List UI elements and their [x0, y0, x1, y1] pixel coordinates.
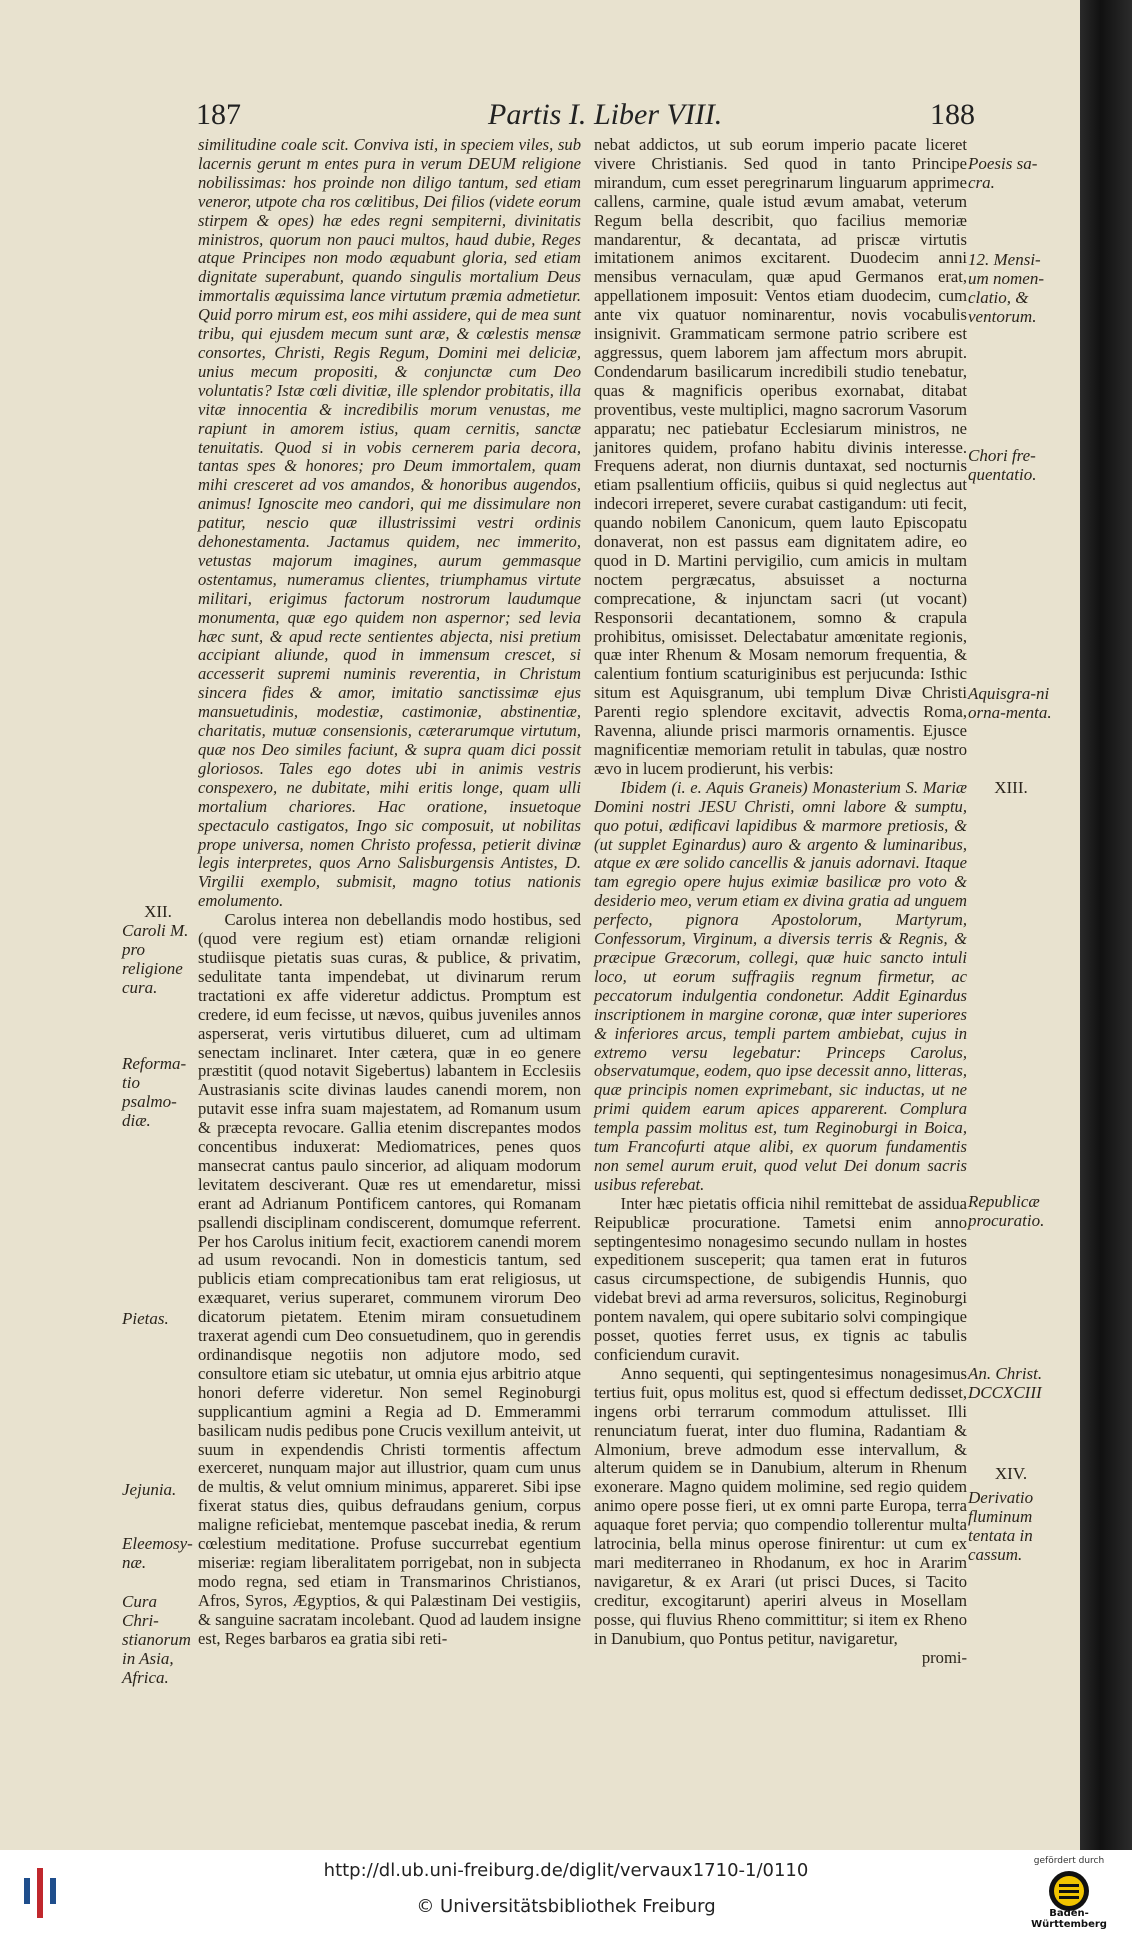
right-text-column — [594, 136, 967, 1667]
footer-bar — [0, 1850, 1132, 1934]
margin-derivatio: Derivatio fluminum tentata in cassum. — [968, 1488, 1034, 1564]
right-paragraph-4: Anno sequenti, qui septingentesimus nonagesimus tertius fuit, opus molitus est, quod si effectum dedisset, ingens orbi terrarum commodum attulisset. Illi renunciatum fuerat, inter duo flumina, Radantiam & Almonium, breve admodum esse intervallum, & alterum quidem se in Danubium, alterum in Rhenum exonerare. Magno quidem molimine, sed regio quidem animo opere posse fieri, ut ex omni parte Europa, terra aquaque foret pervia; quo compendio tollerentur multa latrocinia, bella minus operose finirentur: ut cum ex mari mediterraneo in Rhodanum, ex hoc in Ararim navigaretur, & ex Arari (ut prisci Duces, si Tacito creditur, excogitarunt) aperiri alveus in Mosellam posse, qui fluvius Rheno committitur; si item ex Rheno in Danubium, quo Pontus petitur, navigaretur, — [594, 1363, 967, 1648]
margin-pietas: Pietas. — [122, 1309, 169, 1328]
margin-eleemosynae: Eleemosy-næ. — [122, 1534, 193, 1572]
right-paragraph-1: nebat addictos, ut sub eorum imperio pacate liceret vivere Christianis. Sed quod in tanto Principe mirandum, cum esset peregrinarum linguarum apprime callens, carmine, quale istud ævum amabat, veterum Regum bella describit, quo facilius memoriæ mandarentur, & decantata, ad priscæ virtutis imitationem animos excitarent. Duodecim anni mensibus vernaculam, quæ apud Germanos erat, appellationem imposuit: Ventos etiam duodecim, cum ante vix quatuor nominarentur, novis vocabulis insignivit. Grammaticam sermone patrio scribere est aggressus, quem laborem jam affectum mors abrupit. Condendarum basilicarum incredibili studio tenebatur, quas & magnificis operibus exornabat, ditabat proventibus, veste multiplici, magno sacrorum Vasorum apparatu; nec patiebatur Ecclesiarum ministros, ne janitores quidem, profano habitu divinis interesse. Frequens aderat, non diurnis duntaxat, sed nocturnis etiam psallentium officiis, quibus si quid neglectus aut indecori irreperet, severe curabat castigandum: uti fecit, quando nobilem Canonicum, quem lauto Episcopatu donaverat, non est passus eam dignitatem adire, eo quod in D. Martini pervigilio, cum amicis in multam noctem pergræcatus, absuisset a nocturna comprecatione, & injunctam sacri (ut vocant) Responsorii decantationem, somno & crapula prohibitus, omisisset. Delectabatur amœnitate regionis, quæ inter Rhenum & Mosam nemorum frequentia, & calentium fontium scaturiginibus est perjucunda: Isthic situm est Aquisgranum, ubi templum Divæ Christi Parenti regio splendore excitavit, advectis Roma, Ravenna, aliunde prisci marmoris ornamentis. Ejusce magnificentiæ memoriam retulit in tabulas, quæ nostro ævo in lucem prodierunt, his verbis: — [594, 135, 967, 778]
margin-poesis: Poesis sa-cra. — [968, 154, 1038, 192]
margin-aquisgrani: Aquisgra-ni orna-menta. — [968, 684, 1052, 722]
carolus-paragraph: Carolus interea non debellandis modo hostibus, sed (quod vere regium est) etiam ornandæ religioni studiisque pietatis suas curas, & publice, & privatim, sedulitate tanta impendebat, ut divinarum rerum tractationi ex affe videretur addictus. Promptum est credere, id eum fecisse, ut nævos, quibus juveniles annos asperserat, veris virtutibus dilueret, cum ad ultimam senectam inclinaret. Inter cætera, quæ in eo genere præstitit (quod notavit Sigebertus) labantem in Ecclesiis Austrasianis scite divinas laudes canendi morem, non putavit esse infra suam majestatem, ad Romanum usum & præcepta revocare. Gallia etenim discrepantes modos concentibus induxerat: Mediomatrices, penes quos mansecrat cantus paulo sincerior, ad aliquam modorum levitatem desciverant. Quæ res ut emendaretur, missi erant ad Adrianum Pontificem cantores, qui Romanam psallendi disciplinam condiscerent, domumque referrent. Per hos Carolus initium fecit, exactiorem canendi morem ad usum revocandi. Non in domesticis tantum, sed publicis etiam comprecationibus tam erat religiosus, ut exæquaret, verius superaret, communem virorum Deo dicatorum pietatem. Etenim miram consuetudinem traxerat agendi cum Deo consuetudinem, quo in gerendis ordinandisque negotiis non adjutore modo, sed consultore etiam sic utebatur, ut omnia ejus arbitrio atque honori deferre videretur. Non semel Reginoburgi supplicantium agmini a Regia ad D. Emmerammi basilicam nudis pedibus pone Crucis vexillum anteivit, ut suum in expendendis Christi tormentis affectum exerceret, nunquam major aut illustrior, quam cum unus de multis, & velut omnium minimus, appareret. Sibi ipse fixerat status dies, quibus defraudans genium, corpus maligne reficiebat, mentemque pascebat inedia, & rerum cœlestium meditatione. Profuse succurrebat egentium miseriæ: regiam liberalitatem porrigebat, non in subjecta modo regna, sed etiam in Transmarinos Christianos, Afros, Syros, Ægyptios, & qui Palæstinam Dei vestigiis, & sanguine sacratam incolebant. Quod ad laudem insigne est, Reges barbaros ea gratia sibi reti- — [198, 910, 581, 1648]
left-text-column — [198, 136, 581, 1649]
right-paragraph-3: Inter hæc pietatis officia nihil remittebat de assidua Reipublicæ procuratione. Tametsi enim anno septingentesimo nonagesimo secundo nullam in hostes expeditionem susceperit; qua tamen erat in futuros casus circumspectione, de subigendis Hunnis, quo videbat brevi ad arma reversuros, solicitus, Reginoburgi pontem navalem, qui opere subitario solvi compingique posset, quoties ferret usus, ex tignis ac tabulis conficiendum curavit. — [594, 1193, 967, 1364]
sponsor-block — [1014, 1856, 1124, 1930]
margin-cura: Cura Chri-stianorum in Asia, Africa. — [122, 1592, 191, 1687]
speech-paragraph: similitudine coale scit. Conviva isti, in speciem viles, sub lacernis gerunt m entes pura in verum DEUM religione nobilissimas: hos proinde non diligo tantum, sed etiam veneror, utpote cha ros cœlitibus, Dei filios (videte eorum stirpem & opes) hæ edes regni sempiterni, divinitatis ministros, quorum non pauci multos, haud dubie, Reges atque Principes non modo æquabunt gloria, sed etiam dignitate superabunt, quando singulis mortalium Deus immortalis æquissima lance virtutum præmia admetietur. Quid porro mirum est, eos mihi assidere, qui de mea sunt tribu, qui ejusdem mecum sunt aræ, & cœlestis mensæ consortes, Christi, Regis Regum, Domini mei deliciæ, unius mecum propositi, & conjunctæ cum Deo voluntatis? Istæ cœli divitiæ, ille splendor probitatis, illa vitæ innocentia & incredibilis morum venustas, me rapiunt in amorem istius, quam cernitis, sanctæ tenuitatis. Quod si in vobis cernerem paria decora, tantas spes & honores; pro Deum immortalem, quam mihi cresceret ad vos amandos, & honoribus augendos, animus! Ignoscite meo candori, qui me dissimulare non patitur, nescio quæ illustrissimi vestri ordinis dehonestamenta. Jactamus quidem, nec immerito, vetustas majorum imagines, aurum gemmasque ostentamus, numeramus clientes, triumphamus virtute militari, erigimus factorum nostrorum laudumque monumenta, quæ ego quidem non aspernor; sed levia hæc sunt, & apud recte sentientes abjecta, nisi pretium accipiant aliunde, quod in immensum crescet, si accesserit supremi numinis reverentia, in Christum sincera fides & amor, imitatio sanctissimæ ejus mansuetudinis, modestiæ, castimoniæ, abstinentiæ, charitatis, mutuæ consensionis, cæterarumque virtutum, quæ nos Deo similes faciunt, & supra quam dici possit gloriosos. Tales ego dotes ubi in animis vestris conspexero, ne dubitate, mihi eritis longe, quam ulli mortalium chariores. Hac oratione, insuetoque spectaculo castigatos, Ingo sic composuit, ut nobilitas prope universa, nomen Christo professa, petierit divinæ legis interpretes, quos Arno Salisburgensis Antistes, D. Virgilii exemplo, submisit, magno totius nationis emolumento. — [198, 135, 581, 911]
footer-copyright: © Universitätsbibliothek Freiburg — [416, 1896, 716, 1917]
margin-caroli: Caroli M. pro religione cura. — [122, 921, 189, 997]
margin-chori: Chori fre-quentatio. — [968, 446, 1037, 484]
catchword: promi- — [921, 1647, 967, 1667]
right-page-number: 188 — [930, 98, 975, 131]
margin-xiii: XIII. — [994, 778, 1028, 797]
baden-wuerttemberg-crest-icon — [1047, 1869, 1091, 1913]
header-title-left: Partis I. — [488, 98, 587, 131]
margin-mensium: 12. Mensi-um nomen-clatio, & ventorum. — [968, 250, 1045, 326]
book-binding — [1080, 0, 1132, 1850]
margin-reformatio: Reforma-tio psalmo-diæ. — [122, 1054, 187, 1130]
margin-xiv: XIV. — [994, 1464, 1028, 1483]
left-page-number: 187 — [196, 98, 241, 131]
margin-respublica: Republicæ procuratio. — [968, 1192, 1045, 1230]
margin-anno: An. Christ. DCCXCIII — [968, 1364, 1043, 1402]
footer-url[interactable]: http://dl.ub.uni-freiburg.de/diglit/vervaux1710-1/0110 — [323, 1860, 809, 1881]
inscription-paragraph: Ibidem (i. e. Aquis Graneis) Monasterium S. Mariæ Domini nostri JESU Christi, omni labore & sumptu, quo potui, ædificavi lapidibus & marmore pretiosis, & (ut supplet Eginardus) auro & argento & luminaribus, atque ex ære solido cancellis & januis adornavi. Itaque tam egregio opere hujus eximiæ basilicæ pro voto & desiderio meo, verum etiam ex divina gratia ad unguem perfecto, pignora Apostolorum, Martyrum, Confessorum, Virginum, a diversis terris & Regnis, & præcipue Græcorum, collegi, quæ huic sancto intuli loco, ut eorum suffragiis regnum firmetur, ac peccatorum indulgentia condonetur. Addit Eginardus inscriptionem in margine coronæ, quæ inter superiores & inferiores arcus, templi partem ambiebat, cujus in extremo versu legebatur: Princeps Carolus, observatumque, eodem, quo ipse decessit anno, litteras, quæ principis nomen exprimebant, sic inductas, ut ne primi quidem earum apices apparerent. Complura templa passim molitus est, tum Reginoburgi in Boica, tum Francofurti atque alibi, ex quorum fundamentis non semel aurum eruit, quod velut Dei donum sacris usibus referebat. — [594, 777, 967, 1194]
header-title-right: Liber VIII. — [594, 98, 723, 131]
sponsor-name: Baden-Württemberg — [1031, 1908, 1107, 1930]
sponsor-caption: gefördert durch — [1033, 1856, 1105, 1866]
margin-jejunia: Jejunia. — [122, 1480, 177, 1499]
margin-xii: XII. — [144, 902, 172, 921]
